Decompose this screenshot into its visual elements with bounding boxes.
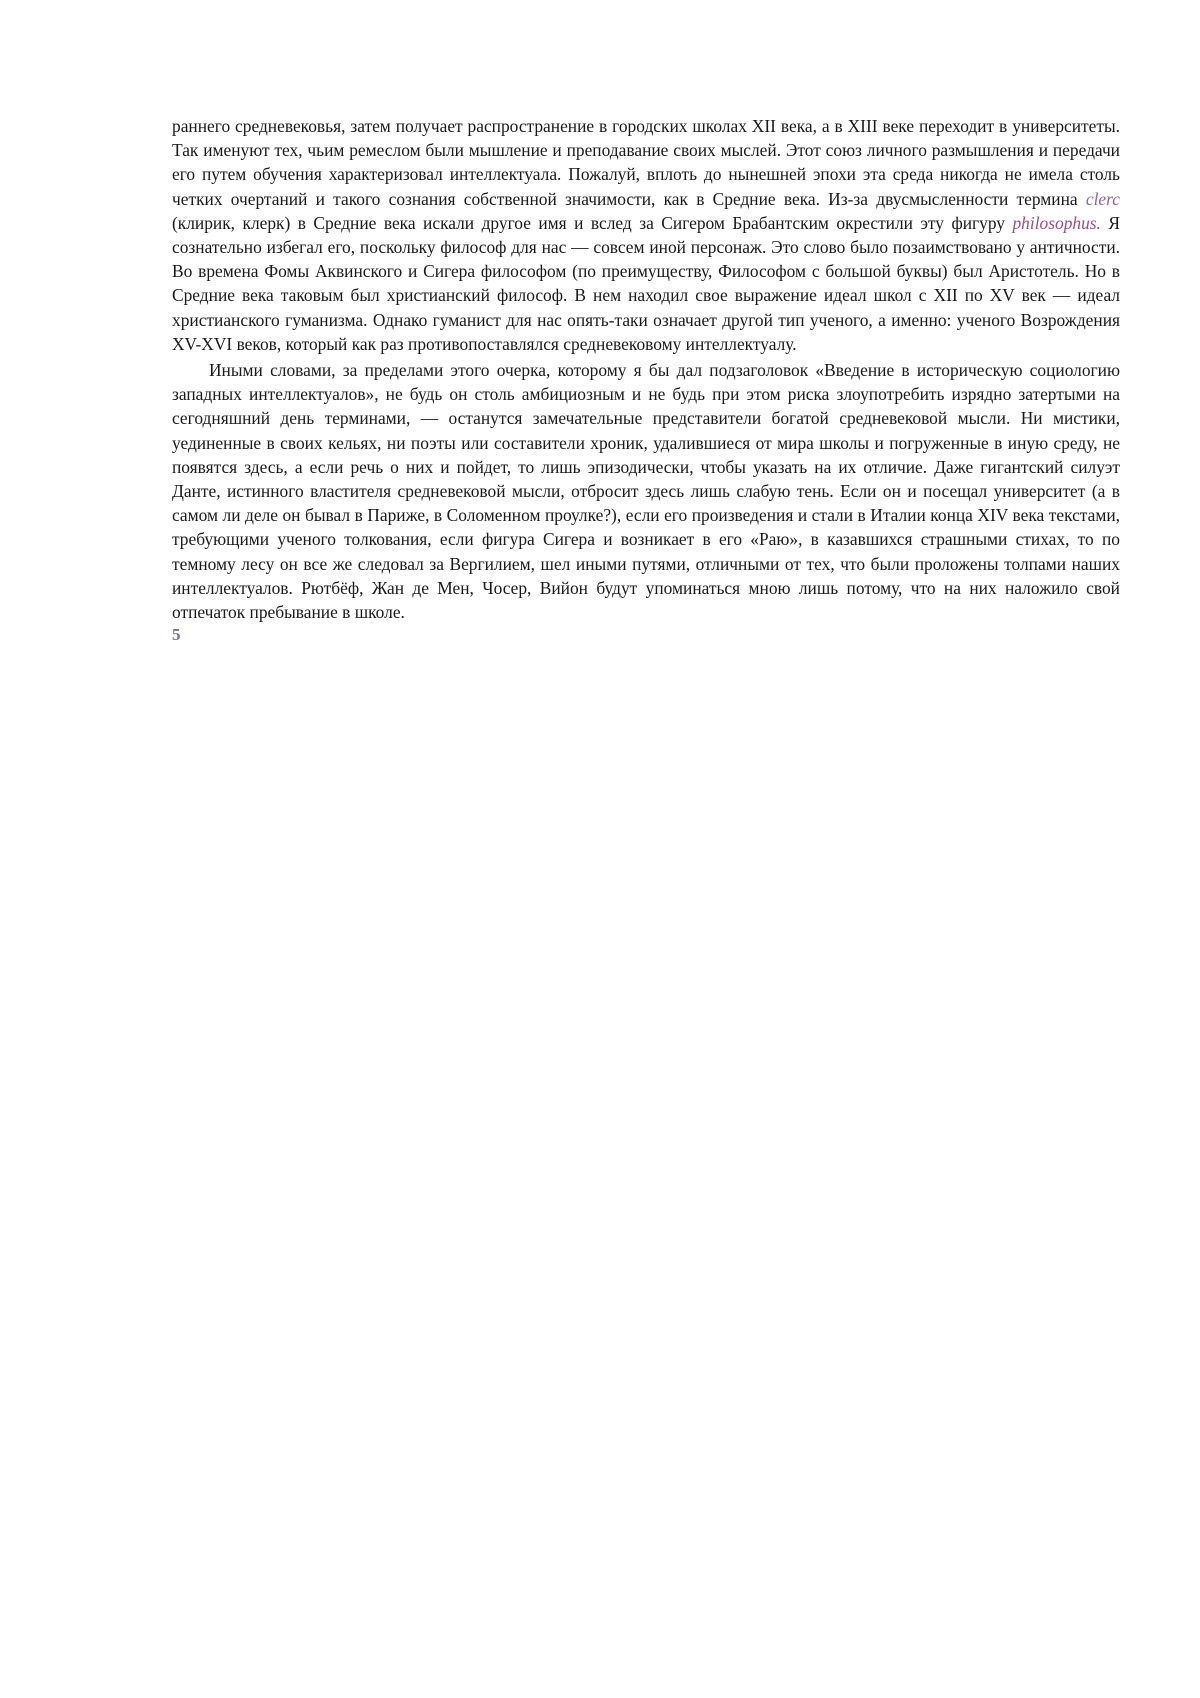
paragraph-1-part-2: (клирик, клерк) в Средние века искали другое имя и вслед за Сигером Брабантским окрестили эту фигуру: [172, 212, 1006, 233]
page-number: 5: [172, 625, 181, 645]
document-page: [172, 114, 1120, 645]
term-philosophus: philosophus.: [1012, 212, 1101, 233]
paragraph-2: Иными словами, за пределами этого очерка, которому я бы дал подзаголовок «Введение в историческую социологию западных интеллектуалов», не будь он столь амбициозным и не будь при этом риска злоупотребить изрядно затертыми на сегодняшний день терминами, — останутся замечательные представители богатой средневековой мысли. Ни мистики, уединенные в своих кельях, ни поэты или составители хроник, удалившиеся от мира школы и погруженные в иную среду, не появятся здесь, а если речь о них и пойдет, то лишь эпизодически, чтобы указать на их отличие. Даже гигантский силуэт Данте, истинного властителя средневековой мысли, отбросит здесь лишь слабую тень. Если он и посещал университет (а в самом ли деле он бывал в Париже, в Соломенном проулке?), если его произведения и стали в Италии конца XIV века текстами, требующими ученого толкования, если фигура Сигера и возникает в его «Раю», в казавшихся страшными стихах, то по темному лесу он все же следовал за Вергилием, шел иными путями, отличными от тех, что были проложены толпами наших интеллектуалов. Рютбёф, Жан де Мен, Чосер, Вийон будут упоминаться мною лишь потому, что на них наложило свой отпечаток пребывание в школе.: [172, 360, 1120, 623]
term-clerc: clerc: [1085, 188, 1120, 209]
paragraph-1-part-1: раннего средневековья, затем получает распространение в городских школах XII века, а в XIII веке переходит в университеты. Так именуют тех, чьим ремеслом были мышление и преподавание своих мыслей. Этот союз личного размышления и передачи его путем обучения характеризовал интеллектуала. Пожалуй, вплоть до нынешней эпохи эта среда никогда не имела столь четких очертаний и такого сознания собственной значимости, как в Средние века. Из-за двусмысленности термина: [172, 116, 1120, 209]
paragraph-1: [172, 114, 1120, 356]
paragraph-1-part-3: Я сознательно избегал его, поскольку философ для нас — совсем иной персонаж. Это слово было позаимствовано у античности. Во времена Фомы Аквинского и Сигера философом (по преимуществу, Философом с большой буквы) был Аристотель. Но в Средние века таковым был христианский философ. В нем находил свое выражение идеал школ с XII по XV век — идеал христианского гуманизма. Однако гуманист для нас опять-таки означает другой тип ученого, а именно: ученого Возрождения XV-XVI веков, который как раз противопоставлялся средневековому интеллектуалу.: [172, 212, 1120, 354]
